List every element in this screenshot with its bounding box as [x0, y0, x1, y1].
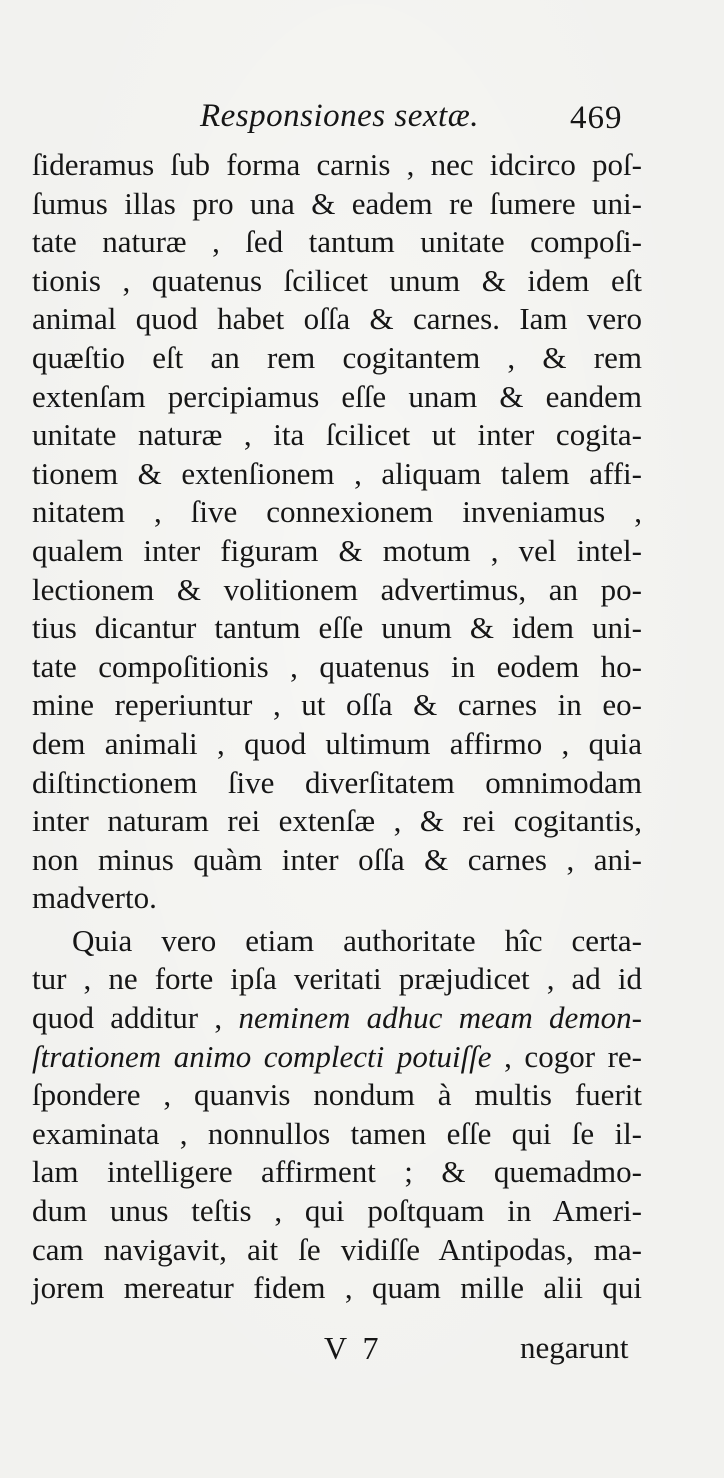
paragraph-2 [32, 922, 642, 1308]
text-fragment: , cogor re- [504, 1038, 642, 1074]
text-line: non minus quàm inter oſſa & carnes , ani- [32, 841, 642, 877]
text-line: tate naturæ , ſed tantum unitate compoſi- [32, 224, 642, 260]
running-title: Responsiones sextæ. [200, 98, 479, 134]
text-line: ſumus illas pro una & eadem re ſumere uni- [32, 185, 642, 221]
text-line: dum unus teſtis , qui poſtquam in Ameri- [32, 1193, 642, 1229]
text-line: cam navigavit, ait ſe vidiſſe Antipodas, ma- [32, 1231, 642, 1267]
text-line: tur , ne forte ipſa veritati præjudicet , ad id [32, 961, 642, 997]
text-line: quæſtio eſt an rem cogitantem , & rem [32, 339, 642, 375]
text-line: tate compoſitionis , quatenus in eodem ho- [32, 648, 642, 684]
text-line: unitate naturæ , ita ſcilicet ut inter cogita- [32, 417, 642, 453]
text-fragment: quod additur , [32, 1000, 239, 1036]
text-line: Quia vero etiam authoritate hîc certa- [72, 922, 642, 958]
text-line: examinata , nonnullos tamen eſſe qui ſe il- [32, 1115, 642, 1151]
text-line: animal quod habet oſſa & carnes. Iam vero [32, 301, 642, 337]
text-line: lectionem & volitionem advertimus, an po- [32, 571, 642, 607]
page-number: 469 [570, 100, 623, 136]
text-line: mine reperiuntur , ut oſſa & carnes in eo- [32, 687, 642, 723]
text-line: ſpondere , quanvis nondum à multis fuerit [32, 1077, 642, 1113]
body-text [32, 146, 642, 1308]
text-line: tionem & extenſionem , aliquam talem affi- [32, 455, 642, 491]
text-line: tius dicantur tantum eſſe unum & idem uni- [32, 610, 642, 646]
signature-mark: V 7 [324, 1330, 383, 1366]
italic-quotation: neminem adhuc meam demon- [238, 1000, 643, 1036]
text-line [32, 999, 642, 1038]
text-line: qualem inter figuram & motum , vel intel- [32, 532, 642, 568]
text-line: dem animali , quod ultimum affirmo , quia [32, 725, 642, 761]
catchword: negarunt [520, 1330, 629, 1365]
text-line: diſtinctionem ſive diverſitatem omnimodam [32, 764, 642, 800]
text-line: tionis , quatenus ſcilicet unum & idem eſt [32, 262, 642, 298]
text-line: extenſam percipiamus eſſe unam & eandem [32, 378, 642, 414]
text-line: lam intelligere affirment ; & quemadmo- [32, 1154, 642, 1190]
text-line [32, 1038, 642, 1077]
text-line: madverto. [32, 880, 157, 916]
text-line: jorem mereatur fidem , quam mille alii qui [32, 1270, 642, 1306]
paragraph-1 [32, 146, 642, 918]
italic-quotation: ſtrationem animo complecti potuiſſe [32, 1038, 492, 1074]
text-line: nitatem , ſive connexionem inveniamus , [32, 494, 642, 530]
text-line: ſideramus ſub forma carnis , nec idcirco poſ- [32, 147, 642, 182]
text-line: inter naturam rei extenſæ , & rei cogitantis, [32, 803, 642, 839]
